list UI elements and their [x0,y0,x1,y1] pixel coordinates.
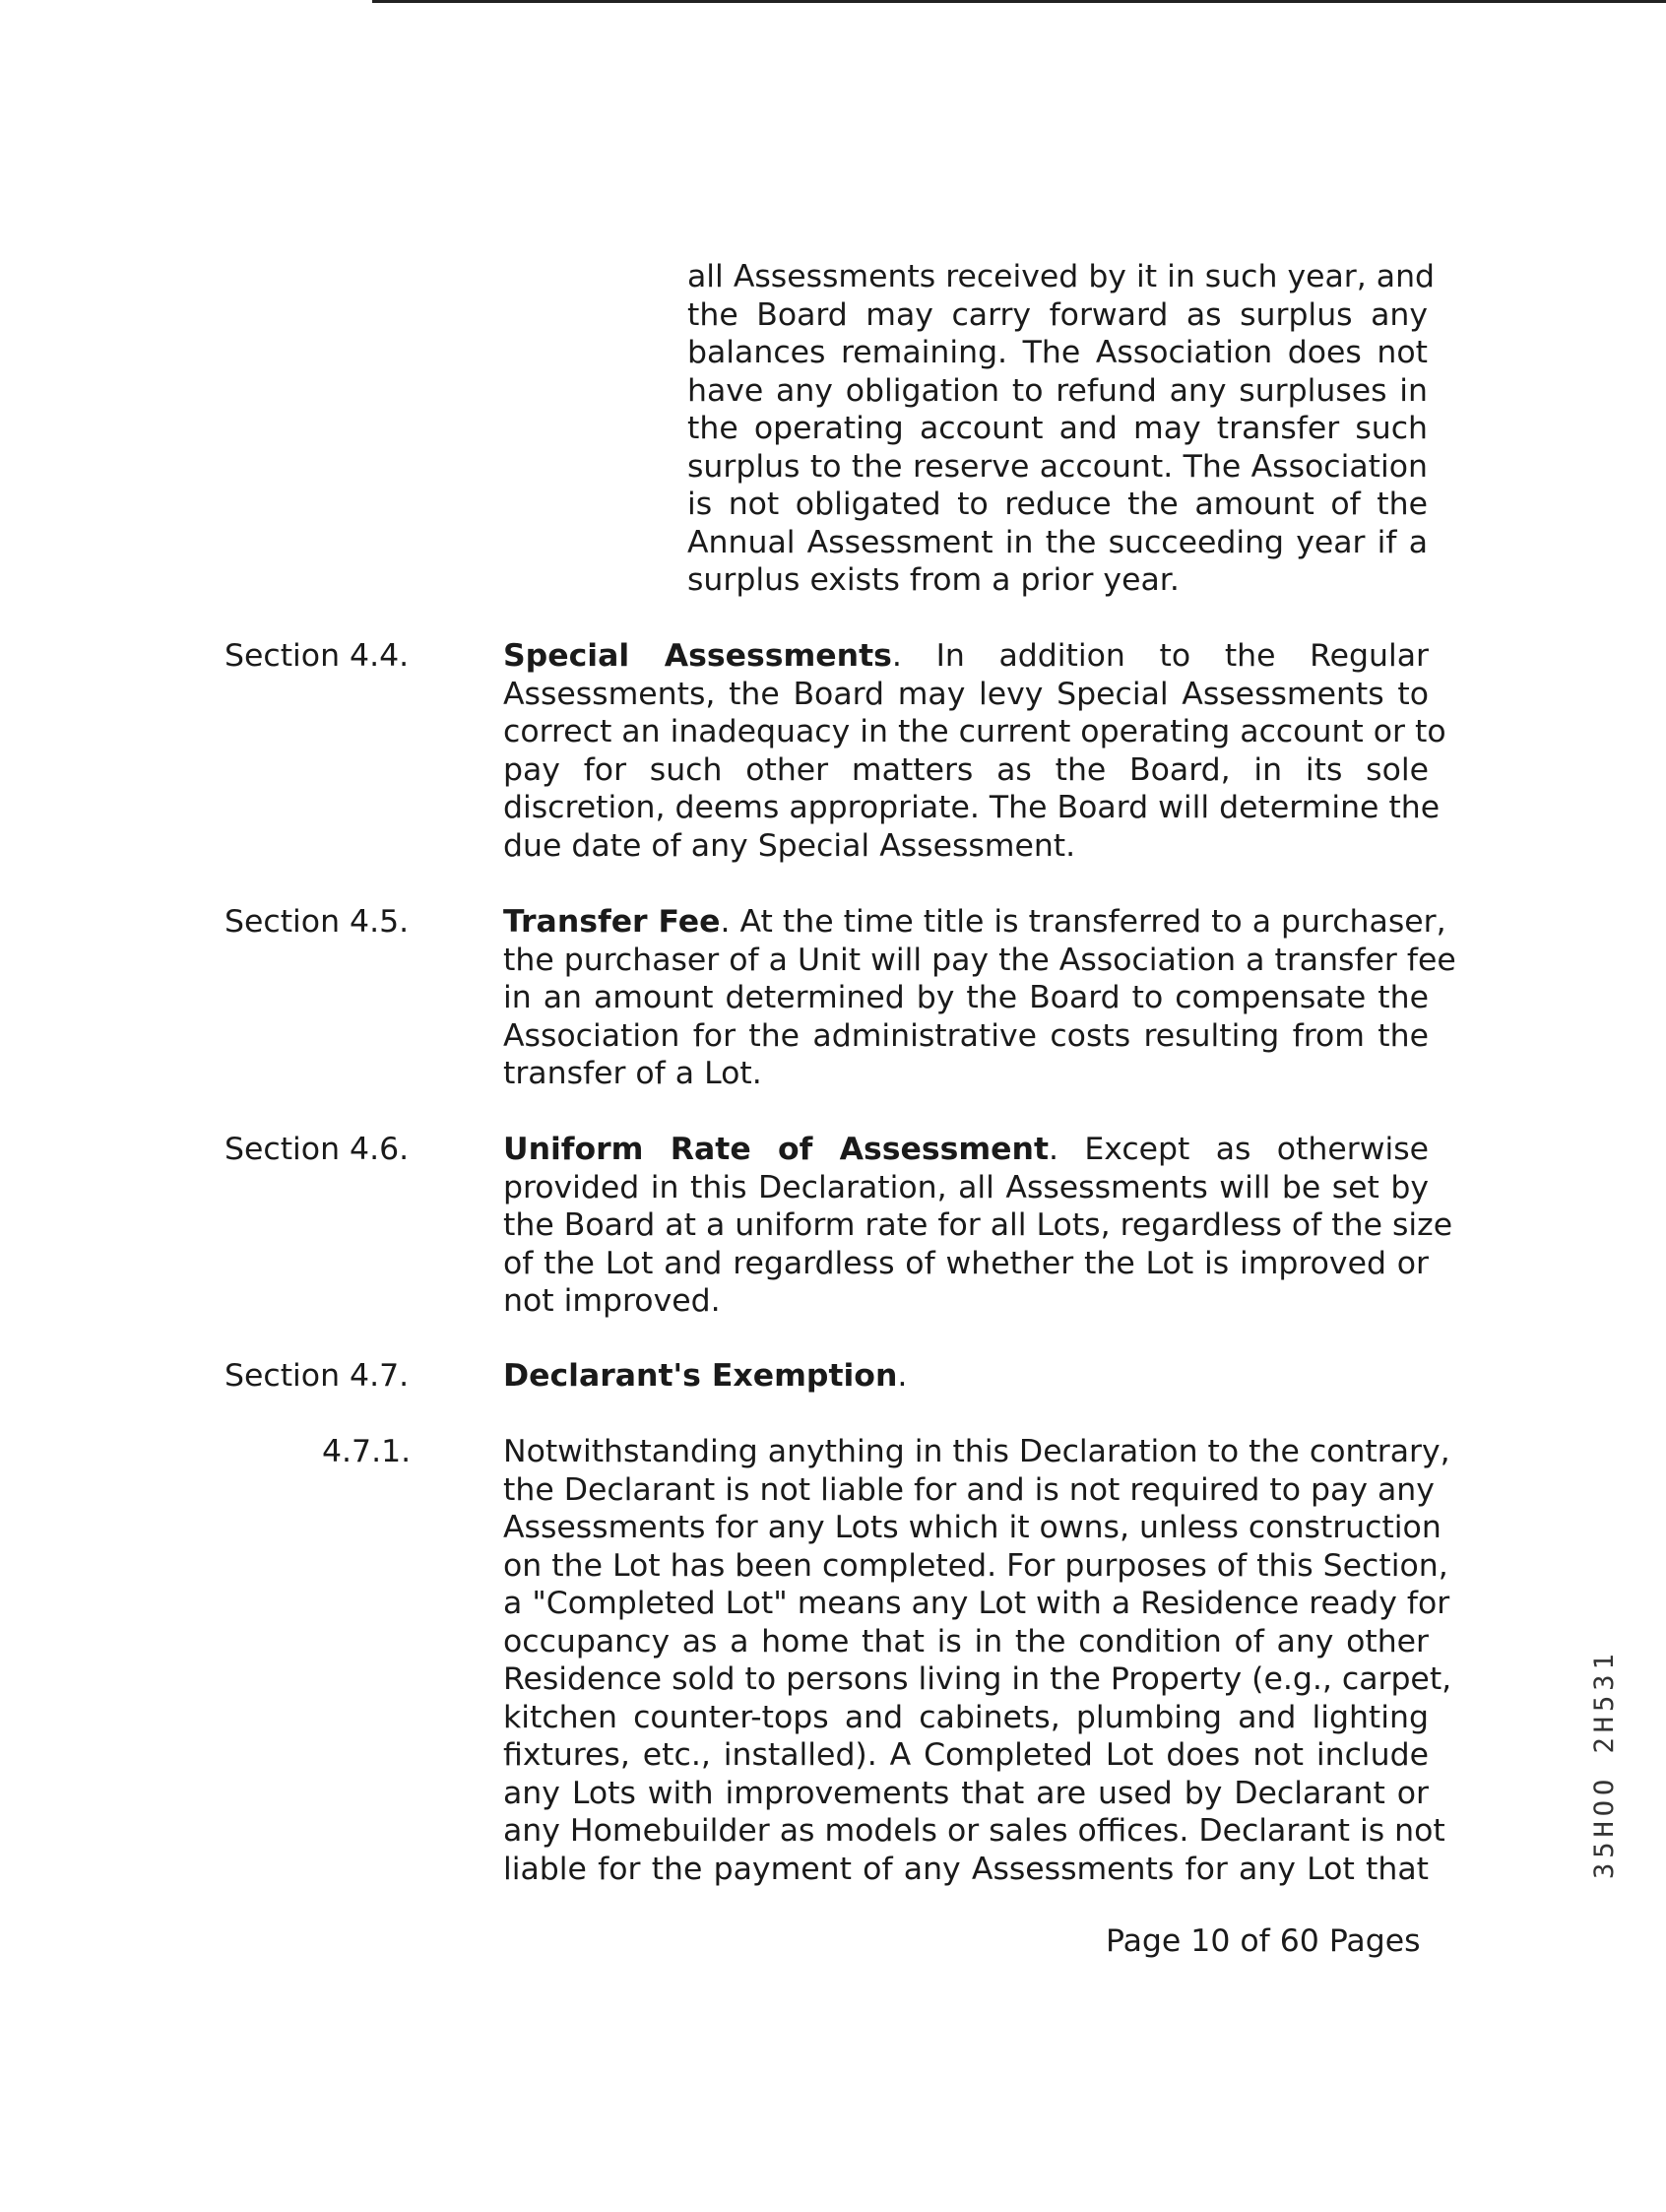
section-heading: Declarant's Exemption [503,1358,898,1394]
text-line: occupancy as a home that is in the condition of any other [503,1623,1429,1659]
text-line: liable for the payment of any Assessments for any Lot that [503,1851,1429,1887]
section-4-6-body [503,1131,1453,1321]
text-line: the Declarant is not liable for and is not required to pay any [503,1471,1435,1508]
section-4-7-label: Section 4.7. [224,1358,410,1394]
section-first-line-text: . Except as otherwise [1049,1132,1429,1167]
text-line: any Homebuilder as models or sales offices. Declarant is not [503,1813,1445,1849]
subsection-4-7-1-body [503,1433,1452,1888]
text-line: Notwithstanding anything in this Declaration to the contrary, [503,1434,1450,1469]
text-line [503,1357,1429,1396]
text-line: is not obligated to reduce the amount of the [687,487,1428,522]
text-line: Assessments for any Lots which it owns, unless construction [503,1510,1442,1545]
text-line: have any obligation to refund any surpluses in [687,372,1428,409]
text-line: the Board at a uniform rate for all Lots, regardless of the size [503,1207,1453,1243]
text-line: Assessments, the Board may levy Special Assessments to [503,676,1429,712]
page-number: Page 10 of 60 Pages [1106,1923,1421,1959]
text-line [503,903,1446,942]
text-line: in an amount determined by the Board to compensate the [503,980,1429,1015]
text-line: all Assessments received by it in such year, and [687,259,1436,294]
subsection-4-7-1-label: 4.7.1. [322,1434,412,1469]
section-heading: Special Assessments [503,638,892,674]
text-line: not improved. [503,1283,721,1319]
section-heading: Transfer Fee [503,904,721,940]
text-line: surplus to the reserve account. The Association [687,448,1428,485]
section-4-7-heading-line [503,1357,1429,1396]
section-4-5-body [503,903,1456,1093]
section-heading-period: . [897,1358,908,1394]
text-line: due date of any Special Assessment. [503,827,1076,864]
text-line: kitchen counter-tops and cabinets, plumbing and lighting [503,1699,1429,1735]
text-line: on the Lot has been completed. For purposes of this Section, [503,1547,1448,1584]
text-line: Association for the administrative costs resulting from the [503,1017,1429,1054]
section-4-6-label: Section 4.6. [224,1132,410,1167]
text-line: balances remaining. The Association does not [687,335,1428,370]
text-line: any Lots with improvements that are used by Declarant or [503,1775,1429,1811]
text-line: fixtures, etc., installed). A Completed Lot does not include [503,1737,1429,1773]
section-first-line-text: . In addition to the Regular [891,638,1429,674]
text-line [503,1131,1429,1169]
text-line: Residence sold to persons living in the Property (e.g., carpet, [503,1661,1452,1697]
text-line: discretion, deems appropriate. The Board will determine the [503,790,1441,825]
section-4-4-label: Section 4.4. [224,638,410,674]
top-border-line [372,0,1666,3]
text-line: transfer of a Lot. [503,1056,762,1091]
document-stamp: 35HOO 2H531 [1589,1649,1620,1879]
text-line: provided in this Declaration, all Assessments will be set by [503,1169,1429,1205]
text-line: Annual Assessment in the succeeding year if a [687,524,1428,560]
section-first-line-text: . At the time title is transferred to a purchaser, [720,904,1446,940]
text-line: the operating account and may transfer such [687,411,1428,446]
text-line: surplus exists from a prior year. [687,562,1180,598]
text-line: correct an inadequacy in the current operating account or to [503,714,1446,749]
text-line: of the Lot and regardless of whether the Lot is improved or [503,1245,1429,1281]
text-line [503,637,1429,676]
text-line: pay for such other matters as the Board, in its sole [503,751,1429,788]
section-4-4-body [503,637,1446,865]
section-heading: Uniform Rate of Assessment [503,1132,1050,1167]
text-line: the Board may carry forward as surplus any [687,296,1428,333]
section-4-5-label: Section 4.5. [224,904,410,940]
continuation-paragraph [687,258,1436,600]
text-line: the purchaser of a Unit will pay the Association a transfer fee [503,942,1456,978]
text-line: a "Completed Lot" means any Lot with a Residence ready for [503,1586,1450,1621]
